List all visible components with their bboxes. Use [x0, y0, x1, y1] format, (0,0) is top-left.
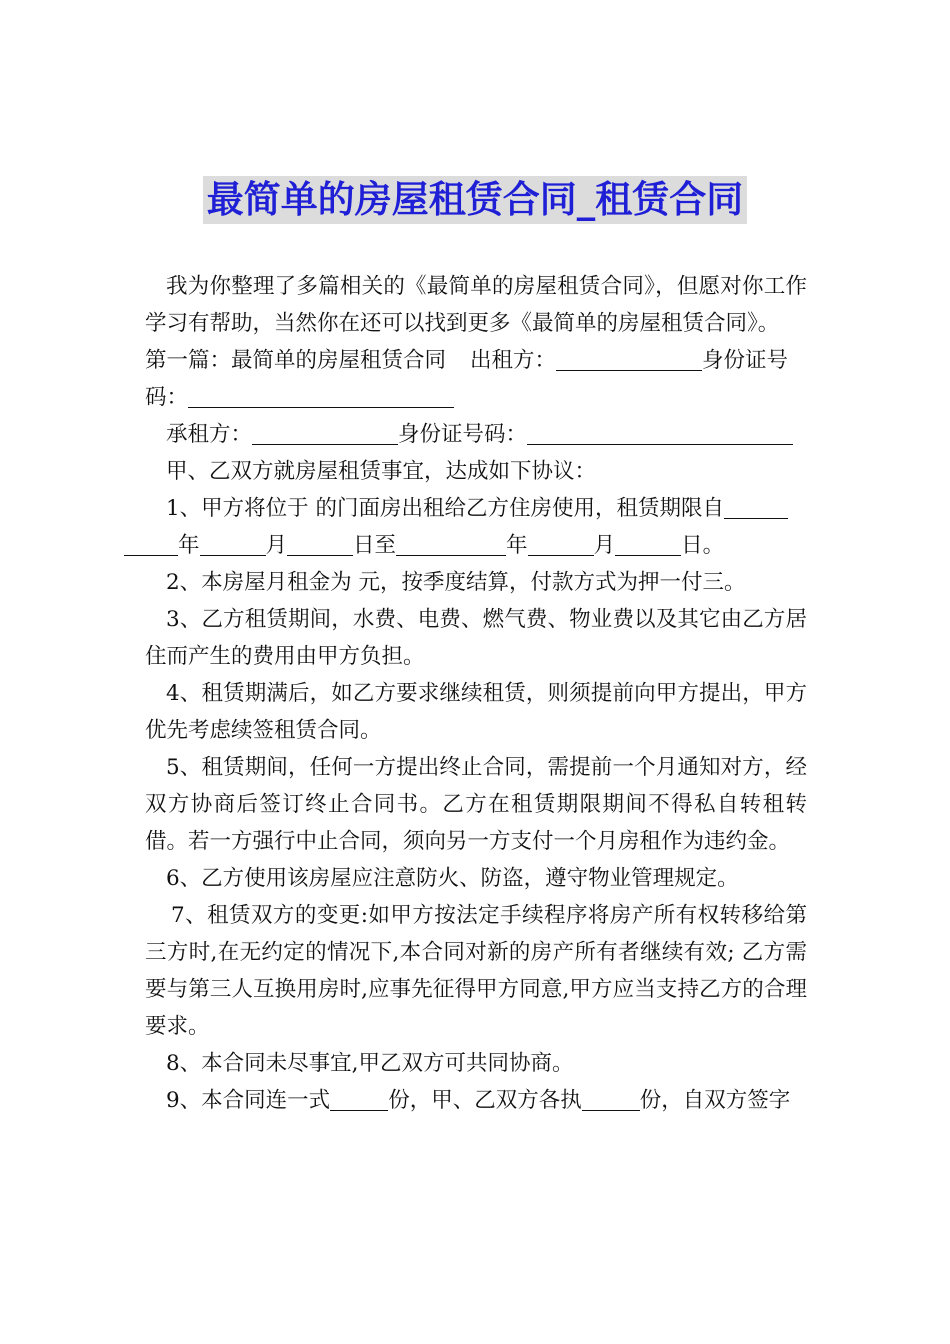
clause-8: 8、本合同未尽事宜,甲乙双方可共同协商。: [166, 1051, 574, 1076]
start-year-blank-part1: [724, 494, 788, 519]
end-month-blank: [528, 531, 594, 556]
lessor-id-blank: [188, 383, 454, 408]
document-title: 最简单的房屋租赁合同_租赁合同: [203, 176, 748, 224]
lessee-name-blank: [252, 420, 398, 445]
agreement-intro: 甲、乙双方就房屋租赁事宜，达成如下协议：: [166, 459, 597, 484]
copies-each-blank: [582, 1086, 640, 1111]
clause-3: 3、乙方租赁期间，水费、电费、燃气费、物业费以及其它由乙方居住而产生的费用由甲方负担。: [145, 607, 807, 669]
copies-total-blank: [330, 1086, 388, 1111]
clause-9-text-a: 9、本合同连一式: [166, 1088, 331, 1113]
lessee-label: 承租方：: [166, 422, 253, 447]
title-wrap: [0, 176, 950, 224]
lessor-line: [145, 342, 807, 416]
clause-9-text-b: 份，甲、乙双方各执: [388, 1088, 582, 1113]
clause-1: [145, 490, 807, 564]
document-body: [145, 268, 807, 1119]
clause-9: [145, 1082, 807, 1119]
clause-7: 7、租赁双方的变更:如甲方按法定手续程序将房产所有权转移给第三方时,在无约定的情况下,本合同对新的房产所有者继续有效; 乙方需要与第三人互换用房时,应事先征得甲方同意,甲方应当支持乙方的合理要求。: [145, 903, 807, 1039]
clause-1-month1: 月: [265, 533, 288, 558]
lessee-id-label: 身份证号码：: [398, 422, 528, 447]
clause-1-month2: 月: [593, 533, 616, 558]
clause-2: 2、本房屋月租金为 元，按季度结算，付款方式为押一付三。: [166, 570, 746, 595]
end-day-blank: [615, 531, 681, 556]
end-year-blank: [396, 531, 506, 556]
lessor-id-label-part2: 码：: [145, 385, 189, 410]
lessee-id-blank: [527, 420, 793, 445]
lessor-name-blank: [556, 346, 702, 371]
clause-9-text-c: 份，自双方签字: [639, 1088, 791, 1113]
clause-1-day-to: 日至: [353, 533, 397, 558]
intro-paragraph: 我为你整理了多篇相关的《最简单的房屋租赁合同》，但愿对你工作学习有帮助，当然你在还可以找到更多《最简单的房屋租赁合同》。: [145, 274, 807, 336]
lessor-label: 出租方：: [470, 348, 557, 373]
clause-1-year1: 年: [178, 533, 200, 558]
start-year-blank-part2: [124, 531, 178, 556]
clause-6: 6、乙方使用该房屋应注意防火、防盗，遵守物业管理规定。: [166, 866, 739, 891]
clause-1-year2: 年: [506, 533, 528, 558]
lessor-id-label-part1: 身份证号: [702, 348, 789, 373]
start-month-blank: [200, 531, 266, 556]
clause-4: 4、租赁期满后，如乙方要求继续租赁，则须提前向甲方提出，甲方优先考虑续签租赁合同。: [145, 681, 807, 743]
start-day-blank: [287, 531, 353, 556]
clause-1-text: 1、甲方将位于 的门面房出租给乙方住房使用，租赁期限自: [166, 496, 725, 521]
clause-1-day2: 日。: [681, 533, 725, 558]
section-heading: 第一篇：最简单的房屋租赁合同: [145, 348, 447, 373]
lessee-line: [145, 416, 807, 453]
clause-5: 5、租赁期间，任何一方提出终止合同，需提前一个月通知对方，经双方协商后签订终止合同书。乙方在租赁期限期间不得私自转租转借。若一方强行中止合同，须向另一方支付一个月房租作为违约金。: [145, 755, 807, 854]
